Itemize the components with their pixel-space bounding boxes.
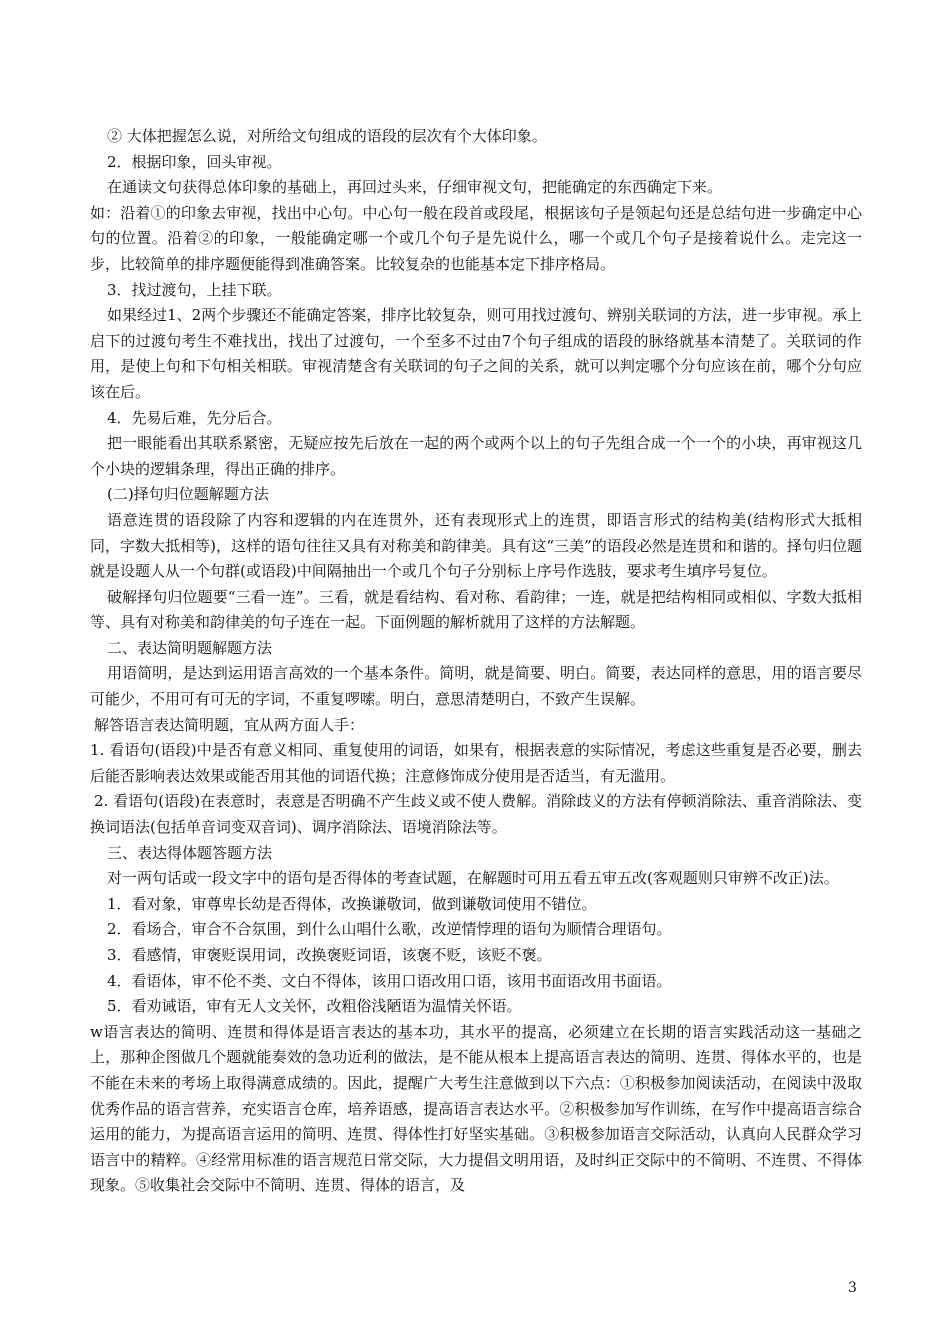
paragraph: 2．根据印象，回头审视。 xyxy=(107,152,282,171)
section-heading: 三、表达得体题答题方法 xyxy=(107,843,273,862)
paragraph: w语言表达的简明、连贯和得体是语言表达的基本功，其水平的提高，必须建立在长期的语言实践活动这一基础之上，那种企图做几个题就能奏效的急功近利的做法，是不能从根本上提高语言表达的简明、连贯、得体水平的，也是不能在未来的考场上取得满意成绩的。因此，提醒广大考生注意做到以下六点：①积极参加阅读活动，在阅读中汲取优秀作品的语言营养，充实语言仓库，培养语感，提高语言表达水平。②积极参加写作训练，在写作中提高语言综合运用的能力，为提高语言运用的简明、连贯、得体性打好坚实基础。③积极参加语言交际活动，认真向人民群众学习语言中的精粹。④经常用标准的语言规范日常交际，大力提倡文明用语，及时纠正交际中的不简明、不连贯、不得体现象。⑤收集社会交际中不简明、连贯、得体的语言，及 xyxy=(90,1022,862,1195)
paragraph: 2. 看语句(语段)在表意时，表意是否明确不产生歧义或不使人费解。消除歧义的方法有停顿消除法、重音消除法、变换词语法(包括单音词变双音词)、调序消除法、语境消除法等。 xyxy=(90,792,862,837)
page-number: 3 xyxy=(848,1280,857,1296)
list-item: 4．看语体，审不伦不类、文白不得体，该用口语改用口语，该用书面语改用书面语。 xyxy=(107,971,672,990)
paragraph: 在通读文句获得总体印象的基础上，再回过头来，仔细审视文句，把能确定的东西确定下来。 xyxy=(107,178,723,197)
list-item: 2．看场合，审合不合氛围，到什么山唱什么歌，改逆情悖理的语句为顺情合理语句。 xyxy=(107,920,672,939)
list-item: 5．看劝诫语，审有无人文关怀，改粗俗浅陋语为温情关怀语。 xyxy=(107,997,522,1016)
paragraph: 解答语言表达简明题，宜从两方面人手： xyxy=(94,715,365,734)
paragraph: 把一眼能看出其联系紧密，无疑应按先后放在一起的两个或两个以上的句子先组合成一个一个的小块，再审视这几个小块的逻辑条理，得出正确的排序。 xyxy=(90,434,862,478)
section-heading: (二)择句归位题解题方法 xyxy=(107,485,269,504)
paragraph: 如果经过1、2两个步骤还不能确定答案，排序比较复杂，则可用找过渡句、辨别关联词的方法，进一步审视。承上启下的过渡句考生不难找出，找出了过渡句，一个至多不过由7个句子组成的语段的脉络就基本清楚了。关联词的作用，是使上句和下句相关相联。审视清楚含有关联词的句子之间的关系，就可以判定哪个分句应该在前，哪个分句应该在后。 xyxy=(90,306,862,401)
list-item: 3．看感情，审褒贬误用词，改换褒贬词语，该褒不贬，该贬不褒。 xyxy=(107,946,552,964)
paragraph: 对一两句话或一段文字中的语句是否得体的考查试题，在解题时可用五看五审五改(客观题则只审辨不改正)法。 xyxy=(107,869,839,888)
paragraph: 4．先易后难，先分后合。 xyxy=(107,408,282,427)
document-body xyxy=(90,124,862,1199)
paragraph: 如：沿着①的印象去审视，找出中心句。中心句一般在段首或段尾，根据该句子是领起句还是总结句进一步确定中心句的位置。沿着②的印象，一般能确定哪一个或几个句子是先说什么，哪一个或几个句子是接着说什么。走完这一步，比较简单的排序题便能得到准确答案。比较复杂的也能基本定下排序格局。 xyxy=(90,203,862,273)
paragraph: 语意连贯的语段除了内容和逻辑的内在连贯外，还有表现形式上的连贯，即语言形式的结构美(结构形式大抵相同，字数大抵相等)，这样的语句往往又具有对称美和韵律美。具有这“三美”的语段必然是连贯和和谐的。择句归位题就是设题人从一个句群(或语段)中间隔抽出一个或几个句子分别标上序号作选肢，要求考生填序号复位。 xyxy=(90,510,862,581)
list-item: 1．看对象，审尊卑长幼是否得体，改换谦敬词，做到谦敬词使用不错位。 xyxy=(107,894,597,913)
section-heading: 二、表达简明题解题方法 xyxy=(107,638,273,657)
paragraph: 3．找过渡句，上挂下联。 xyxy=(107,280,282,299)
paragraph: 用语简明，是达到运用语言高效的一个基本条件。简明，就是简要、明白。简要，表达同样的意思，用的语言要尽可能少，不用可有可无的字词，不重复啰嗦。明白，意思清楚明白，不致产生误解。 xyxy=(90,664,862,709)
paragraph: ② 大体把握怎么说，对所给文句组成的语段的层次有个大体印象。 xyxy=(107,127,547,145)
paragraph: 破解择句归位题要“三看一连”。三看，就是看结构、看对称、看韵律；一连，就是把结构相同或相似、字数大抵相等、具有对称美和韵律美的句子连在一起。下面例题的解析就用了这样的方法解题。 xyxy=(90,587,862,632)
paragraph: 1. 看语句(语段)中是否有意义相同、重复使用的词语，如果有，根据表意的实际情况，考虑这些重复是否必要，删去后能否影响表达效果或能否用其他的词语代换；注意修饰成分使用是否适当，有无滥用。 xyxy=(90,741,862,785)
